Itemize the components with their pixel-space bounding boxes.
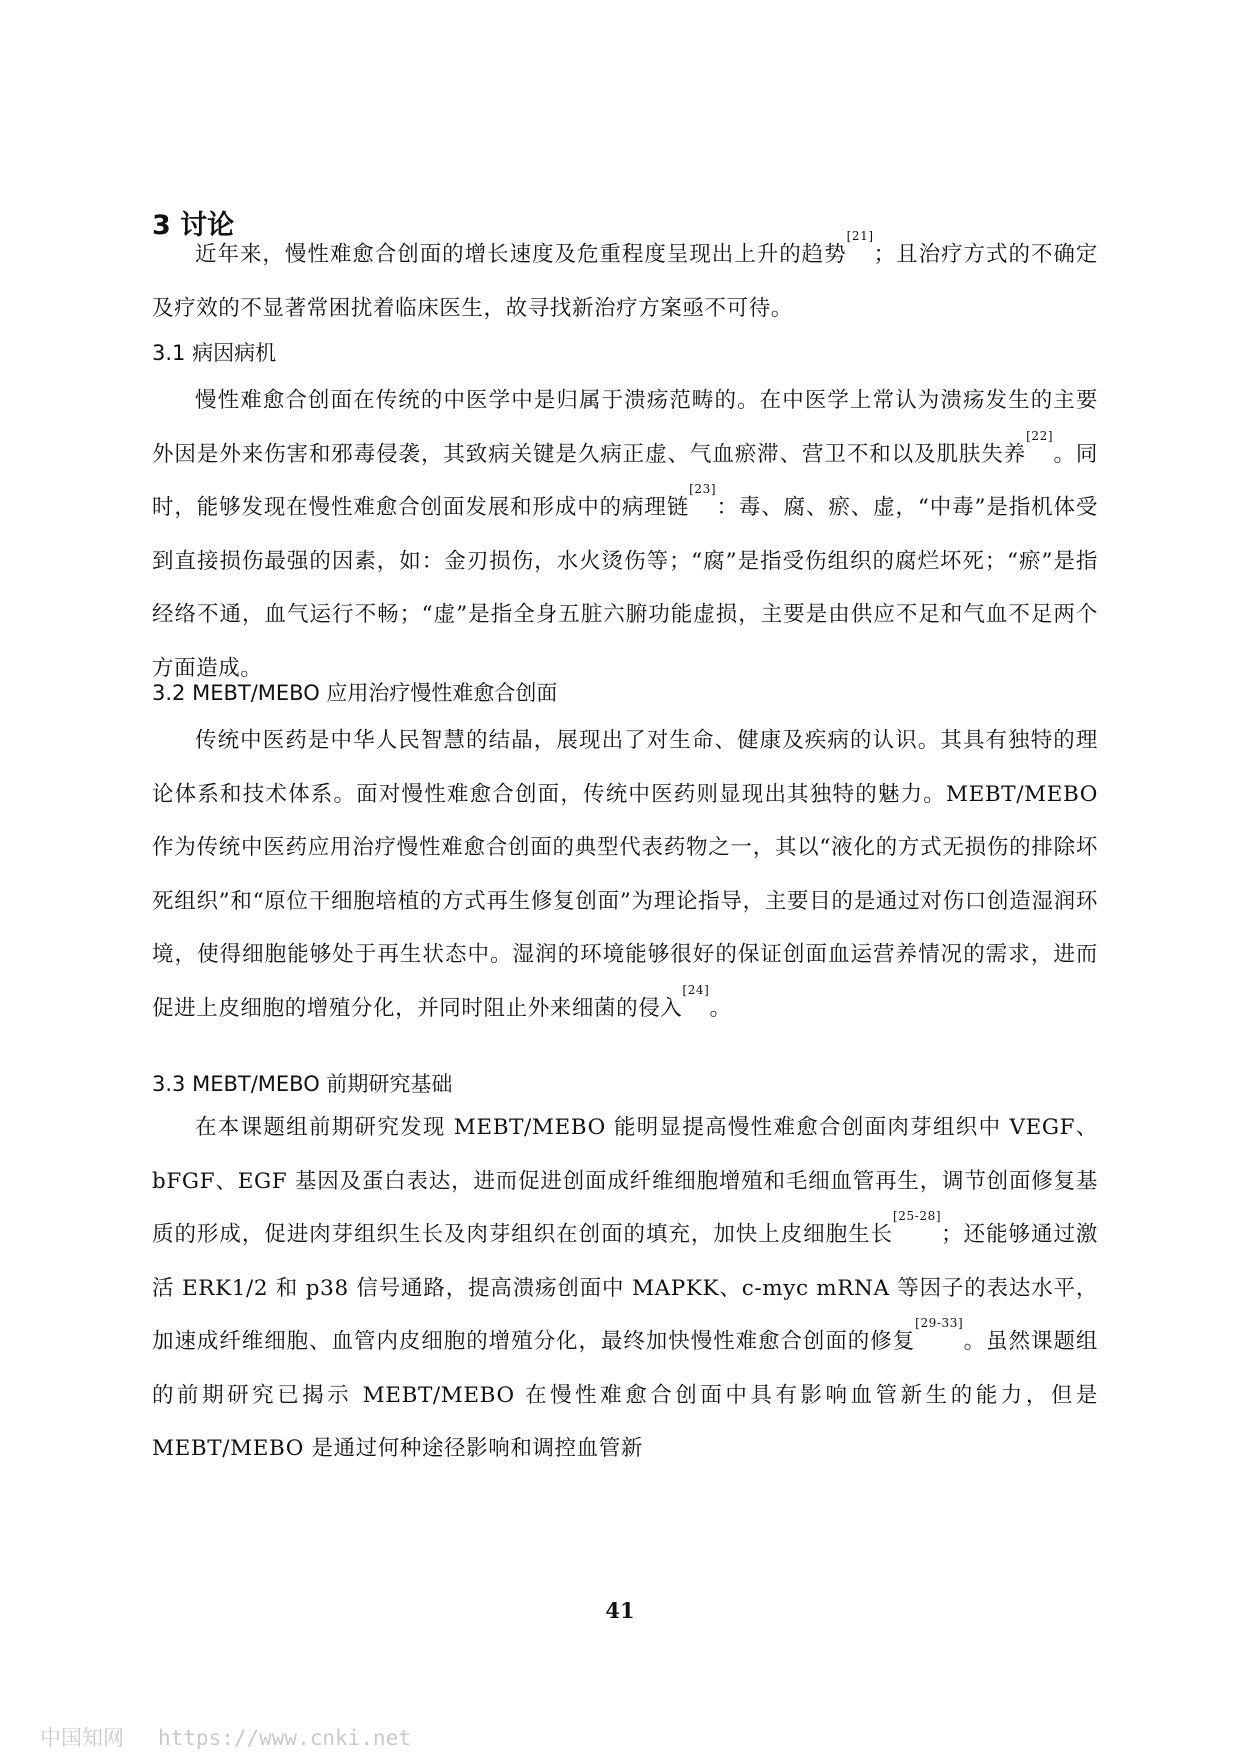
citation-ref[interactable]: [25-28] [893, 1209, 942, 1223]
subsection-heading-3-1: 3.1 病因病机 [152, 341, 277, 365]
subsection-heading-3-2: 3.2 MEBT/MEBO 应用治疗慢性难愈合创面 [152, 681, 558, 705]
subsection-heading-3-3: 3.3 MEBT/MEBO 前期研究基础 [152, 1072, 453, 1096]
paragraph-text: ：毒、腐、瘀、虚，“中毒”是指机体受到直接损伤最强的因素，如：金刃损伤，水火烫伤等；“腐”是指受伤组织的腐烂坏死；“瘀”是指经络不通，血气运行不畅；“虚”是指全身五脏六腑功能虚损，主要是由供应不足和气血不足两个方面造成。 [152, 495, 1098, 681]
citation-ref[interactable]: [29-33] [915, 1316, 964, 1330]
paragraph-text: ；还能够通过激活 ERK1/2 和 p38 信号通路，提高溃疡创面中 MAPKK、c-myc mRNA 等因子的表达水平，加速成纤维细胞、血管内皮细胞的增殖分化，最终加快慢性难愈合创面的修复 [152, 1222, 1098, 1354]
paragraph-text: 。虽然课题组的前期研究已揭示 MEBT/MEBO 在慢性难愈合创面中具有影响血管新生的能力，但是 MEBT/MEBO 是通过何种途径影响和调控血管新 [152, 1329, 1099, 1461]
paragraph-text: 传统中医药是中华人民智慧的结晶，展现出了对生命、健康及疾病的认识。其具有独特的理论体系和技术体系。面对慢性难愈合创面，传统中医药则显现出其独特的魅力。MEBT/MEBO 作为传统中医药应用治疗慢性难愈合创面的典型代表药物之一，其以“液化的方式无损伤的排除坏死组织”和“原位干细胞培植的方式再生修复创面”为理论指导，主要目的是通过对伤口创造湿润环境，使得细胞能够处于再生状态中。湿润的环境能够很好的保证创面血运营养情况的需求，进而促进上皮细胞的增殖分化，并同时阻止外来细菌的侵入 [152, 728, 1098, 1021]
watermark-url[interactable]: https://www.cnki.net [158, 1726, 411, 1750]
intro-text-cont: ；且治疗方式的不确定及疗效的不显著常困扰着临床医生，故寻找新治疗方案亟不可待。 [152, 242, 1098, 321]
intro-paragraph [152, 228, 1098, 335]
paragraph-mebt-treatment [152, 714, 1098, 1035]
paragraph-text: 。 [709, 995, 732, 1021]
paragraph-text: 慢性难愈合创面在传统的中医学中是归属于溃疡范畴的。在中医学上常认为溃疡发生的主要外因是外来伤害和邪毒侵袭，其致病关键是久病正虚、气血瘀滞、营卫不和以及肌肤失养 [152, 388, 1098, 467]
citation-ref[interactable]: [21] [846, 229, 874, 243]
citation-ref[interactable]: [24] [682, 982, 710, 997]
citation-ref[interactable]: [22] [1026, 428, 1054, 443]
paragraph-etiology [152, 374, 1098, 695]
paragraph-prior-research [152, 1101, 1098, 1476]
paragraph-text: 在本课题组前期研究发现 MEBT/MEBO 能明显提高慢性难愈合创面肉芽组织中 VEGF、bFGF、EGF 基因及蛋白表达，进而促进创面成纤维细胞增殖和毛细血管再生，调节创面修复基质的形成，促进肉芽组织生长及肉芽组织在创面的填充，加快上皮细胞生长 [152, 1115, 1098, 1247]
page-number: 41 [605, 1598, 635, 1623]
paragraph-text: 。同时，能够发现在慢性难愈合创面发展和形成中的病理链 [152, 441, 1098, 520]
citation-ref[interactable]: [23] [689, 482, 717, 496]
section-heading: 3 讨论 [152, 210, 235, 241]
watermark-brand: 中国知网 [40, 1726, 124, 1750]
intro-text: 近年来，慢性难愈合创面的增长速度及危重程度呈现出上升的趋势 [195, 242, 847, 267]
cnki-watermark [40, 1722, 411, 1752]
